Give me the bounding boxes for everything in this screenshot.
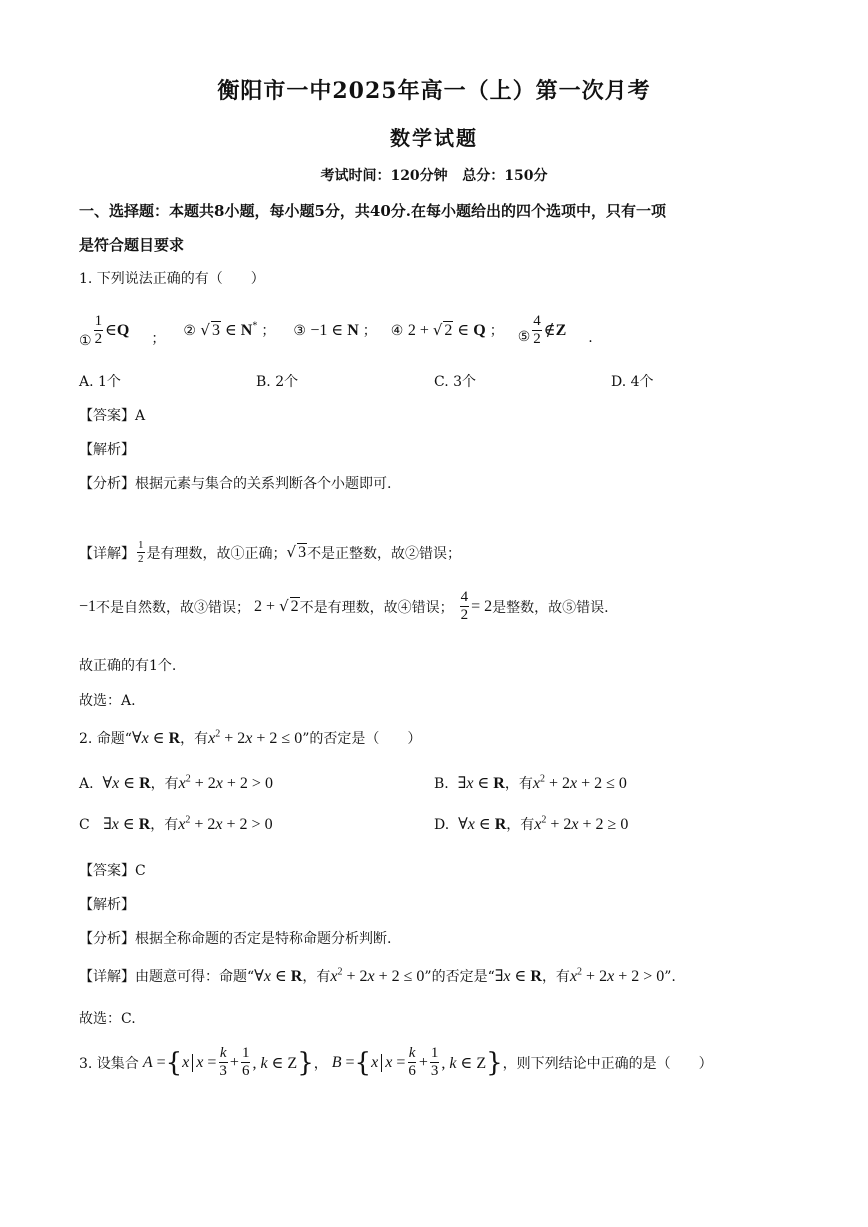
fraction-k-6: $\frac{k}{6}$	[408, 1045, 416, 1079]
q1-fenxi: 【分析】根据元素与集合的关系判断各个小题即可.	[79, 476, 392, 492]
exam-title: 衡阳市一中2025年高一（上）第一次月考	[217, 78, 651, 104]
fraction-1-6: $\frac{1}{6}$	[241, 1045, 250, 1079]
q1-choose: 故选：A.	[79, 693, 136, 709]
exam-meta: 考试时间：120分钟 总分：150分	[320, 168, 548, 184]
fraction-1-3: $\frac{1}{3}$	[430, 1045, 439, 1079]
q2-answer: 【答案】C	[79, 863, 146, 879]
q2-option-c: C ∃x ∈ R，有$x^2 + 2x + 2 > 0$	[79, 814, 273, 833]
q3-stem: 3. 设集合 A = { x x = $\frac{k}{3}$ + $\frac{1}{6}$ , k ∈ Z } ， B = { x x = $\frac{k}{6}$ + $\frac{1}{3}$ , k ∈ Z } ，则下列结论中正确的是（ ）	[79, 1045, 713, 1079]
q1-item-3: ③ −1 ∈ N	[293, 322, 359, 339]
fraction-4-2: $\frac{4}{2}$	[533, 312, 541, 347]
q1-option-a: A. 1个	[79, 374, 121, 390]
fraction-4-2-detail: $\frac{4}{2}$	[460, 589, 469, 623]
q2-option-d: D. ∀x ∈ R，有$x^2 + 2x + 2 \ge 0$	[434, 814, 629, 833]
q1-option-c: C. 3个	[434, 374, 477, 390]
q1-item-1: ① $\frac{1}{2}$ ∈Q	[79, 312, 130, 349]
q1-item-5: ⑤ $\frac{4}{2}$ ∉Z	[517, 312, 567, 347]
fraction-k-3: $\frac{k}{3}$	[219, 1045, 227, 1079]
q1-statements: ① $\frac{1}{2}$ ∈Q ； ② √ 3 ∈ N* ； ③ −1 ∈ N ； ④ 2 + √ 2 ∈ Q ； ⑤ $\frac{4}{2}$ ∉Z .	[79, 312, 593, 349]
q2-stem: 2. 命题“∀x ∈ R，有$x^2 + 2x + 2 \le 0$”的否定是（ ）	[79, 728, 422, 747]
q2-detail: 【详解】由题意可得：命题“∀x ∈ R，有$x^2 + 2x + 2 \le 0$”的否定是“∃x ∈ R，有$x^2 + 2x + 2 > 0$”.	[79, 966, 676, 985]
q1-option-d: D. 4个	[611, 374, 654, 390]
q1-conclusion: 故正确的有1个.	[79, 658, 177, 674]
q1-item-2: ② √ 3 ∈ N*	[183, 320, 258, 339]
q1-option-b: B. 2个	[256, 374, 299, 390]
q2-choose: 故选：C.	[79, 1011, 136, 1027]
q1-item-4: ④ 2 + √ 2 ∈ Q	[390, 321, 486, 339]
exam-subtitle: 数学试题	[390, 126, 478, 150]
q1-stem: 1. 下列说法正确的有（ ）	[79, 271, 265, 287]
fraction-1-2: $\frac{1}{2}$	[94, 312, 103, 347]
q1-analysis-label: 【解析】	[79, 442, 135, 458]
q2-fenxi: 【分析】根据全称命题的否定是特称命题分析判断.	[79, 931, 392, 947]
q2-analysis-label: 【解析】	[79, 897, 135, 913]
q1-answer: 【答案】A	[79, 408, 146, 424]
section-heading-line2: 是符合题目要求	[79, 236, 185, 254]
q2-option-b: B. ∃x ∈ R，有$x^2 + 2x + 2 \le 0$	[434, 773, 627, 792]
fraction-1-2-small: $\frac{1}{2}$	[138, 539, 144, 565]
section-heading-line1: 一、选择题：本题共8小题，每小题5分，共40分.在每小题给出的四个选项中，只有一项	[79, 202, 666, 220]
q1-detail-line1: 【详解】 $\frac{1}{2}$ 是有理数，故①正确； √ 3 不是正整数，故②错误；	[79, 539, 462, 565]
q1-detail-line2: −1 不是自然数，故③错误； 2 + √ 2 不是有理数，故④错误； $\frac{4}{2}$ = 2 是整数，故⑤错误.	[79, 589, 609, 623]
q2-option-a: A. ∀x ∈ R，有$x^2 + 2x + 2 > 0$	[79, 773, 273, 792]
